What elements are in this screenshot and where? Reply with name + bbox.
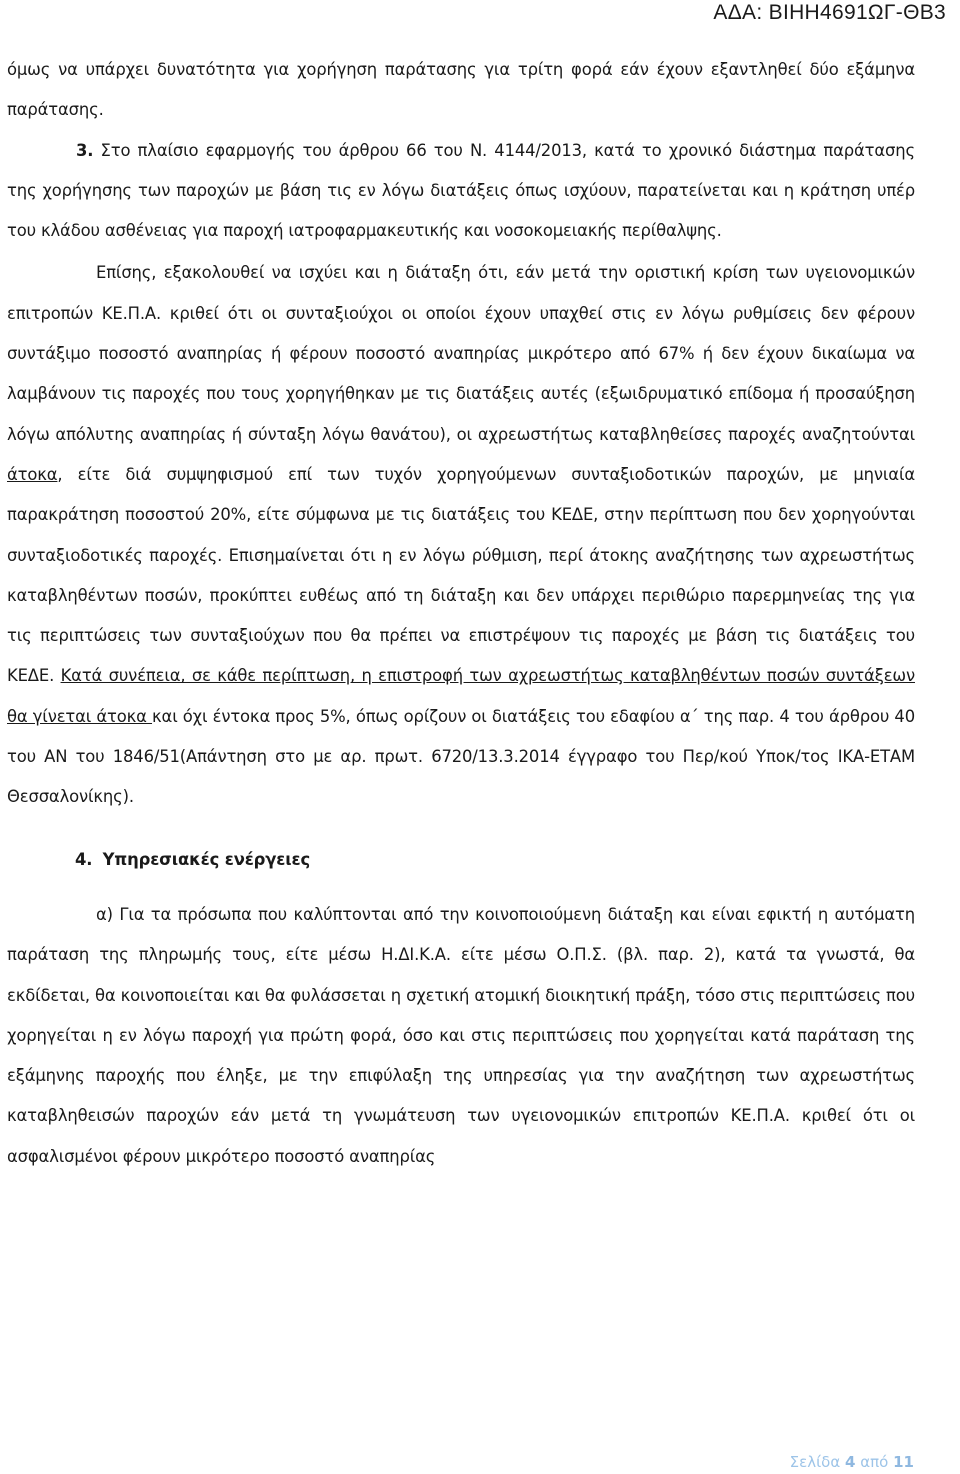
section-4-title: Υπηρεσιακές ενέργειες bbox=[102, 849, 311, 869]
page-label: Σελίδα bbox=[789, 1453, 841, 1471]
item-3-text: Στο πλαίσιο εφαρμογής του άρθρου 66 του Ν. 4144/2013, κατά το χρονικό διάστημα παράτασης της χορήγησης των παροχών με βάση τις εν λόγω διατάξεις όπως ισχύουν, παρατείνεται και η κράτηση υπέρ του κλάδου ασθένειας για παροχή ιατροφαρμακευτικής και νοσοκομειακής περίθαλψης. bbox=[7, 140, 915, 241]
paragraph-also-part3: και όχι έντοκα προς 5%, όπως ορίζουν οι διατάξεις του εδαφίου α΄ της παρ. 4 του άρθρου 40 του ΑΝ του 1846/51(Απάντηση στο με αρ. πρωτ. 6720/13.3.2014 έγγραφο του Περ/κού Υποκ/τος ΙΚΑ-ΕΤΑΜ Θεσσαλονίκης). bbox=[7, 706, 915, 807]
paragraph-a: α) Για τα πρόσωπα που καλύπτονται από την κοινοποιούμενη διάταξη και είναι εφικτή η αυτόματη παράταση της πληρωμής τους, είτε μέσω Η.ΔΙ.Κ.Α. είτε μέσω Ο.Π.Σ. (βλ. παρ. 2), κατά τα γνωστά, θα εκδίδεται, θα κοινοποιείται και θα φυλάσσεται η σχετική ατομική διοικητική πράξη, τόσο στις περιπτώσεις που χορηγείται η εν λόγω παροχή για πρώτη φορά, όσο και στις περιπτώσεις που χορηγείται κατά παράταση της εξάμηνης παροχής που έληξε, με την επιφύλαξη της υπηρεσίας για την αναζήτηση των αχρεωστήτως καταβληθεισών παροχών εάν μετά τη γνωμάτευση των υγειονομικών επιτροπών ΚΕ.Π.Α. κριθεί ότι οι ασφαλισμένοι φέρουν μικρότερο ποσοστό αναπηρίας bbox=[7, 904, 915, 1166]
paragraph-also-part1: Επίσης, εξακολουθεί να ισχύει και η διάταξη ότι, εάν μετά την οριστική κρίση των υγειονομικών επιτροπών ΚΕ.Π.Α. κριθεί ότι οι συνταξιούχοι οι οποίοι έχουν υπαχθεί στις εν λόγω ρυθμίσεις δεν φέρουν συντάξιμο ποσοστό αναπηρίας ή φέρουν ποσοστό αναπηρίας μικρότερο από 67% ή δεν έχουν δικαίωμα να λαμβάνουν τις παροχές που τους χορηγήθηκαν με τις διατάξεις αυτές (εξωιδρυματικό επίδομα ή προσαύξηση λόγω απόλυτης αναπηρίας ή σύνταξη λόγω θανάτου), οι αχρεωστήτως καταβληθείσες παροχές αναζητούνται bbox=[7, 263, 915, 444]
paragraph-continuation: όμως να υπάρχει δυνατότητα για χορήγηση παράτασης για τρίτη φορά εάν έχουν εξαντληθεί δύο εξάμηνα παράτασης. bbox=[7, 60, 915, 120]
page-total: 11 bbox=[893, 1453, 914, 1471]
page-number-footer bbox=[790, 1452, 914, 1472]
ada-code-header: ΑΔΑ: ΒΙΗΗ4691ΩΓ-ΘΒ3 bbox=[713, 1, 946, 24]
page-current: 4 bbox=[845, 1453, 856, 1471]
underlined-consequence: Κατά συνέπεια, σε κάθε περίπτωση, η επιστροφή των αχρεωστήτως καταβληθέντων ποσών συντάξεων θα γίνεται άτοκα bbox=[7, 666, 915, 726]
section-4-number: 4. bbox=[75, 849, 93, 869]
paragraph-also-part2: , είτε διά συμψηφισμού επί των τυχόν χορηγούμενων συνταξιοδοτικών παροχών, με μηνιαία παρακράτηση ποσοστού 20%, είτε σύμφωνα με τις διατάξεις του ΚΕΔΕ, στην περίπτωση που δεν χορηγούνται συνταξιοδοτικές παροχές. Επισημαίνεται ότι η εν λόγω ρύθμιση, περί άτοκης αναζήτησης των αχρεωστήτως καταβληθέντων ποσών, προκύπτει ευθέως από τη διάταξη και δεν υπάρχει περιθώριο παρερμηνείας της για τις περιπτώσεις των συνταξιούχων που θα πρέπει να επιστρέψουν τις παροχές με βάση τις διατάξεις του ΚΕΔΕ. bbox=[7, 464, 915, 686]
paragraph-item-3 bbox=[7, 131, 915, 252]
document-body bbox=[7, 50, 915, 1177]
page-of: από bbox=[860, 1453, 889, 1471]
item-3-number: 3. bbox=[76, 140, 94, 160]
section-4-heading bbox=[75, 840, 915, 880]
paragraph-also bbox=[7, 253, 915, 817]
underlined-atoka: άτοκα bbox=[7, 464, 58, 484]
